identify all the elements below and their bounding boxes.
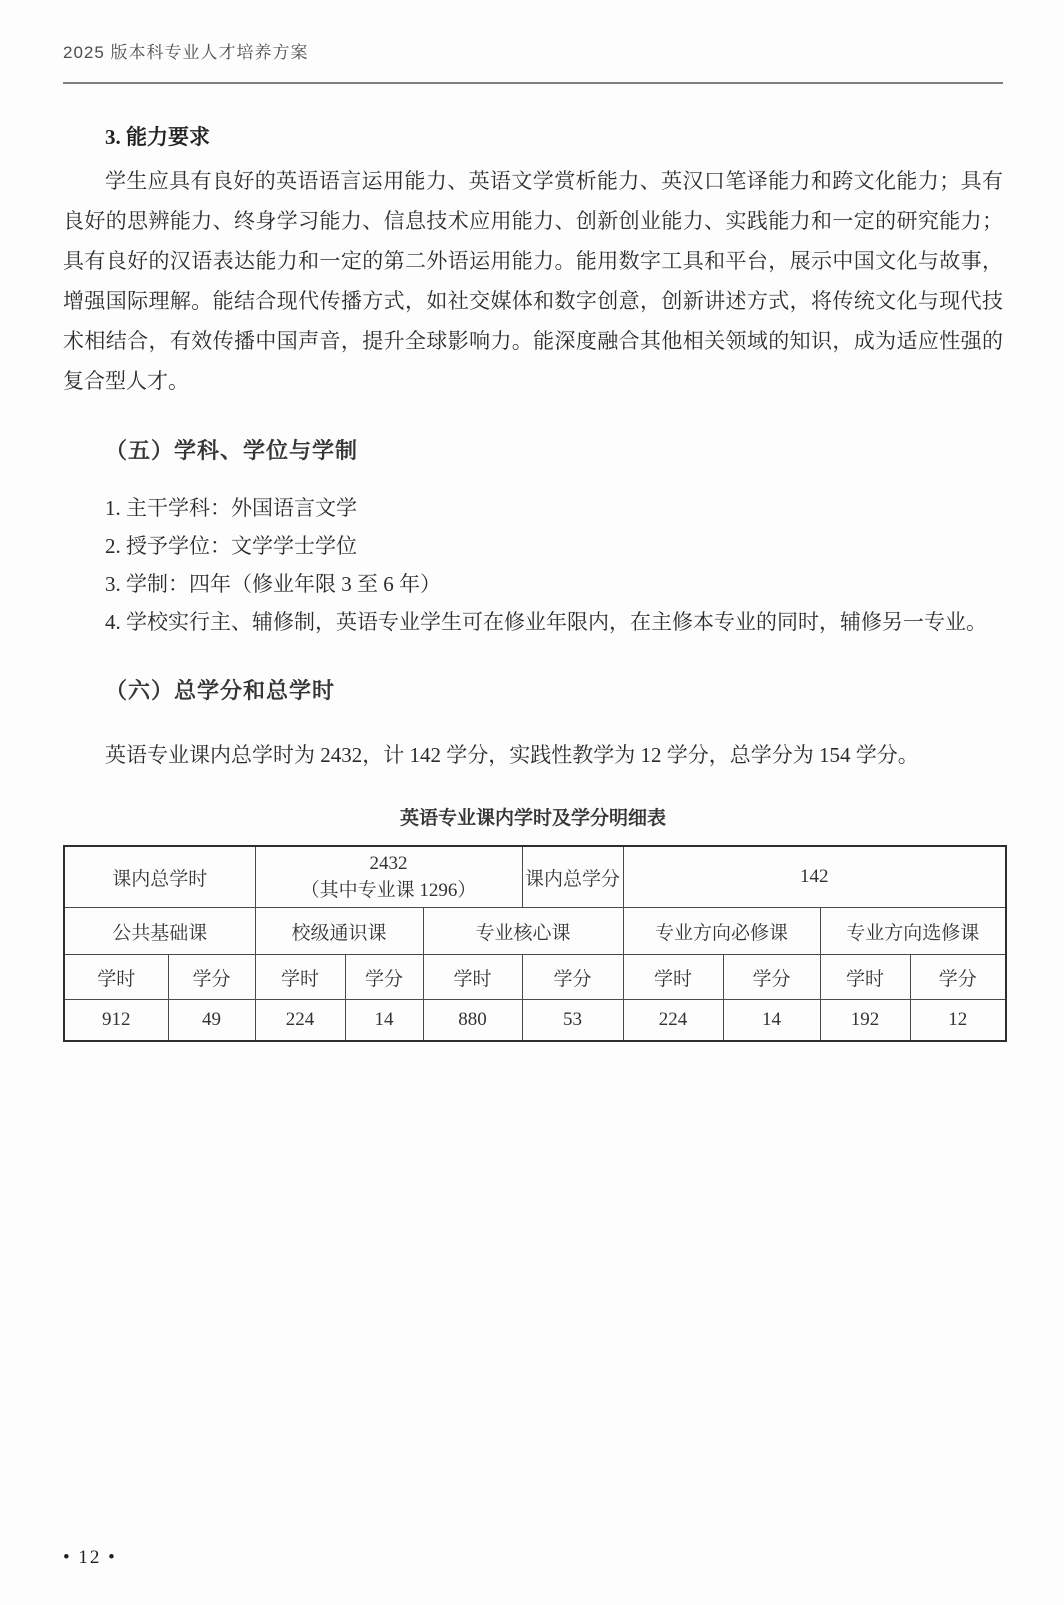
category-direction-required: 专业方向必修课: [623, 908, 820, 955]
total-hours-label: 课内总学时: [64, 846, 255, 908]
page-number: • 12 •: [63, 1547, 117, 1568]
subheader-hours: 学时: [423, 955, 522, 1000]
header-rule: [63, 82, 1003, 84]
value-cell: 224: [255, 1000, 345, 1042]
category-public-basic: 公共基础课: [64, 908, 255, 955]
value-cell: 880: [423, 1000, 522, 1042]
table-row: [64, 955, 1006, 1000]
table-row: [64, 1000, 1006, 1042]
category-general-education: 校级通识课: [255, 908, 423, 955]
header-title: 2025 版本科专业人才培养方案: [63, 43, 309, 62]
subheader-credits: 学分: [910, 955, 1006, 1000]
ability-heading: 3. 能力要求: [105, 125, 210, 149]
credit-hours-table: [63, 845, 1007, 1042]
category-core: 专业核心课: [423, 908, 623, 955]
table-row: [64, 846, 1006, 908]
value-cell: 14: [723, 1000, 820, 1042]
total-credits-value: 142: [623, 846, 1006, 908]
list-item-major-discipline: 1. 主干学科：外国语言文学: [105, 496, 357, 520]
list-item-degree: 2. 授予学位：文学学士学位: [105, 534, 357, 558]
value-cell: 49: [168, 1000, 255, 1042]
section6-paragraph: 英语专业课内总学时为 2432，计 142 学分，实践性教学为 12 学分，总学分为 154 学分。: [105, 743, 919, 767]
value-cell: 192: [820, 1000, 910, 1042]
value-cell: 912: [64, 1000, 168, 1042]
value-cell: 53: [522, 1000, 623, 1042]
section5-heading: （五）学科、学位与学制: [105, 438, 359, 463]
total-hours-note: （其中专业课 1296）: [300, 880, 477, 901]
subheader-hours: 学时: [820, 955, 910, 1000]
total-hours-value-cell: [255, 846, 522, 908]
table-row: [64, 908, 1006, 955]
table-title: 英语专业课内学时及学分明细表: [399, 808, 666, 829]
value-cell: 12: [910, 1000, 1006, 1042]
subheader-credits: 学分: [345, 955, 423, 1000]
ability-paragraph: 学生应具有良好的英语语言运用能力、英语文学赏析能力、英汉口笔译能力和跨文化能力；具有良好的思辨能力、终身学习能力、信息技术应用能力、创新创业能力、实践能力和一定的研究能力；具有良好的汉语表达能力和一定的第二外语运用能力。能用数字工具和平台，展示中国文化与故事，增强国际理解。能结合现代传播方式，如社交媒体和数字创意，创新讲述方式，将传统文化与现代技术相结合，有效传播中国声音，提升全球影响力。能深度融合其他相关领域的知识，成为适应性强的复合型人才。: [63, 169, 1003, 393]
value-cell: 14: [345, 1000, 423, 1042]
subheader-hours: 学时: [623, 955, 723, 1000]
total-hours-value: 2432: [369, 853, 408, 874]
document-body: [63, 124, 1003, 1042]
category-direction-elective: 专业方向选修课: [820, 908, 1006, 955]
subheader-hours: 学时: [255, 955, 345, 1000]
subheader-credits: 学分: [723, 955, 820, 1000]
subheader-credits: 学分: [522, 955, 623, 1000]
subheader-credits: 学分: [168, 955, 255, 1000]
section5-list: [63, 489, 1003, 641]
subheader-hours: 学时: [64, 955, 168, 1000]
section6-heading: （六）总学分和总学时: [105, 678, 336, 703]
total-credits-label: 课内总学分: [522, 846, 623, 908]
value-cell: 224: [623, 1000, 723, 1042]
list-item-minor-policy: 4. 学校实行主、辅修制，英语专业学生可在修业年限内，在主修本专业的同时，辅修另一专业。: [105, 610, 987, 634]
page-header: [63, 0, 1003, 84]
list-item-duration: 3. 学制：四年（修业年限 3 至 6 年）: [105, 572, 441, 596]
